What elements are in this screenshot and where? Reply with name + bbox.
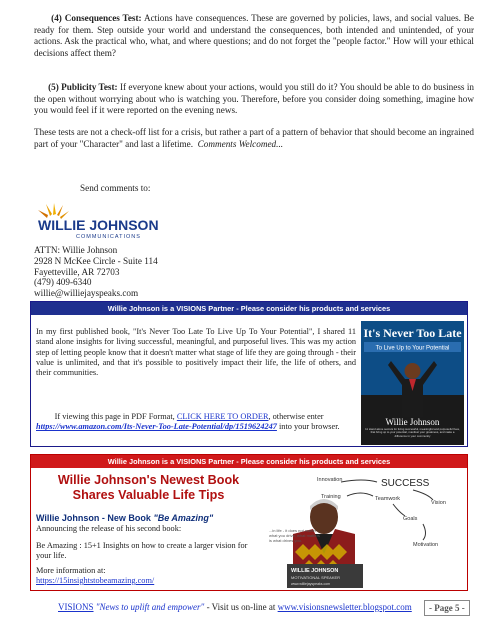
footer-tagline: "News to uplift and empower" (93, 602, 207, 612)
new-book-title-line: Willie Johnson - New Book "Be Amazing" (36, 513, 214, 523)
page-footer (0, 600, 494, 616)
footer-site-link[interactable]: www.visionsnewsletter.blogspot.com (277, 602, 412, 612)
promo-banner-blue: Willie Johnson is a VISIONS Partner - Please consider his products and services (31, 302, 467, 315)
book-cover-art (361, 321, 464, 445)
book1-blurb: 11 stand alone secrets for living successful, meaningful and purposeful lives, that bring up to your potential, manifest your greatness, and make a difference in your community (365, 428, 460, 438)
cover-word-motivation: Motivation (413, 542, 439, 548)
promo-banner-red: Willie Johnson is a VISIONS Partner - Please consider his products and services (31, 455, 467, 468)
cover-role: MOTIVATIONAL SPEAKER (291, 575, 341, 580)
be-amazing-website-link[interactable]: https://15insightstobeamazing.com/ (36, 576, 155, 585)
cover-word-teamwork: Teamwork (375, 496, 401, 502)
cover-word-training: Training (321, 494, 341, 500)
book1-author: Willie Johnson (385, 417, 440, 427)
logo-name: WILLIE JOHNSON (38, 217, 159, 233)
promo1-description: In my first published book, "It's Never Too Late To Live Up To Your Potential", I shared 11 stand alone insights for living successful, meaningful, and purposeful lives. This was my action step of letting people know that it doesn't matter what stage of life they are going through - their value is unlimited, and that it's possible to positively impact their life, the life of others, and their communities. (36, 327, 356, 378)
cover-word-innovation: Innovation (317, 477, 343, 483)
willie-johnson-communications-logo (36, 202, 166, 240)
cover-quote: ...in life - it does not matter what you drive, what matters is what drives you. (269, 528, 320, 543)
address-phone: (479) 409-6340 (34, 277, 92, 288)
be-amazing-description: Be Amazing : 15+1 Insights on how to create a larger vision for your life. (36, 541, 248, 561)
cover-word-success: SUCCESS (381, 478, 430, 489)
promo-box-be-amazing (30, 454, 468, 591)
mailing-address (34, 245, 158, 299)
cover-name: WILLIE JOHNSON (291, 568, 339, 574)
cover-word-vision: Vision (431, 500, 446, 506)
book1-subtitle: To Live Up to Your Potential (375, 345, 450, 352)
be-amazing-cover-art (263, 474, 463, 588)
book1-title: It's Never Too Late (363, 326, 462, 340)
consequences-test-heading: (4) Consequences Test: (51, 13, 142, 23)
cover-word-goals: Goals (403, 516, 418, 522)
be-amazing-cover-image[interactable] (263, 474, 463, 588)
publicity-test-paragraph: (5) Publicity Test: If everyone knew about your actions, would you still do it? You should be able to do business in the open without worrying about who is watching you. Therefore, before you consider doing something, imagine how you would feel if it were reported on the evening news. (34, 82, 474, 116)
footer-visions-link[interactable]: VISIONS (58, 602, 94, 612)
logo-graphic (36, 202, 166, 240)
cover-site: www.williejayspeaks.com (291, 582, 331, 586)
click-here-to-order-link[interactable]: CLICK HERE TO ORDER (176, 412, 269, 421)
address-email[interactable]: willie@williejayspeaks.com (34, 288, 139, 299)
consequences-test-paragraph: (4) Consequences Test: Actions have consequences. These are governed by policies, laws, and social values. Be ready for them. Step outside your world and understand the consequences, both intended and unintended, of your actions. Ask the practical who, what, and where questions; and do not forget the "people factor." How will your ethical decisions affect them? (34, 13, 475, 58)
publicity-test-heading: (5) Publicity Test: (48, 82, 118, 92)
address-street: 2928 N McKee Circle - Suite 114 (34, 255, 158, 266)
address-attn: ATTN: Willie Johnson (34, 245, 118, 255)
send-comments-label: Send comments to: (80, 183, 151, 193)
logo-sub: COMMUNICATIONS (76, 234, 141, 240)
address-city: Fayetteville, AR 72703 (34, 266, 120, 277)
more-info-label: More information at: (36, 566, 106, 575)
comments-welcomed: Comments Welcomed... (197, 138, 284, 149)
closing-paragraph: These tests are not a check-off list for a crisis, but rather a part of a pattern of behavior that should become an ingrained part of your "Character" and last a lifetime. Comments Welcomed... (34, 127, 474, 149)
never-too-late-book-cover[interactable] (361, 321, 464, 445)
amazon-url-link[interactable]: https://www.amazon.com/Its-Never-Too-Late-Potential/dp/1519624247 (36, 422, 277, 432)
promo1-order-line: If viewing this page in PDF Format, CLICK HERE TO ORDER, otherwise enter https://www.amazon.com/Its-Never-Too-Late-Potential/dp/1519624247 into your browser. (36, 412, 340, 432)
newest-book-headline: Willie Johnson's Newest Book Shares Valuable Life Tips (57, 473, 240, 502)
promo-box-never-too-late (30, 301, 468, 447)
footer-visit: - Visit us on-line at (206, 602, 276, 612)
page-number: - Page 5 - (424, 600, 470, 616)
announce-text: Announcing the release of his second book: (36, 524, 182, 533)
